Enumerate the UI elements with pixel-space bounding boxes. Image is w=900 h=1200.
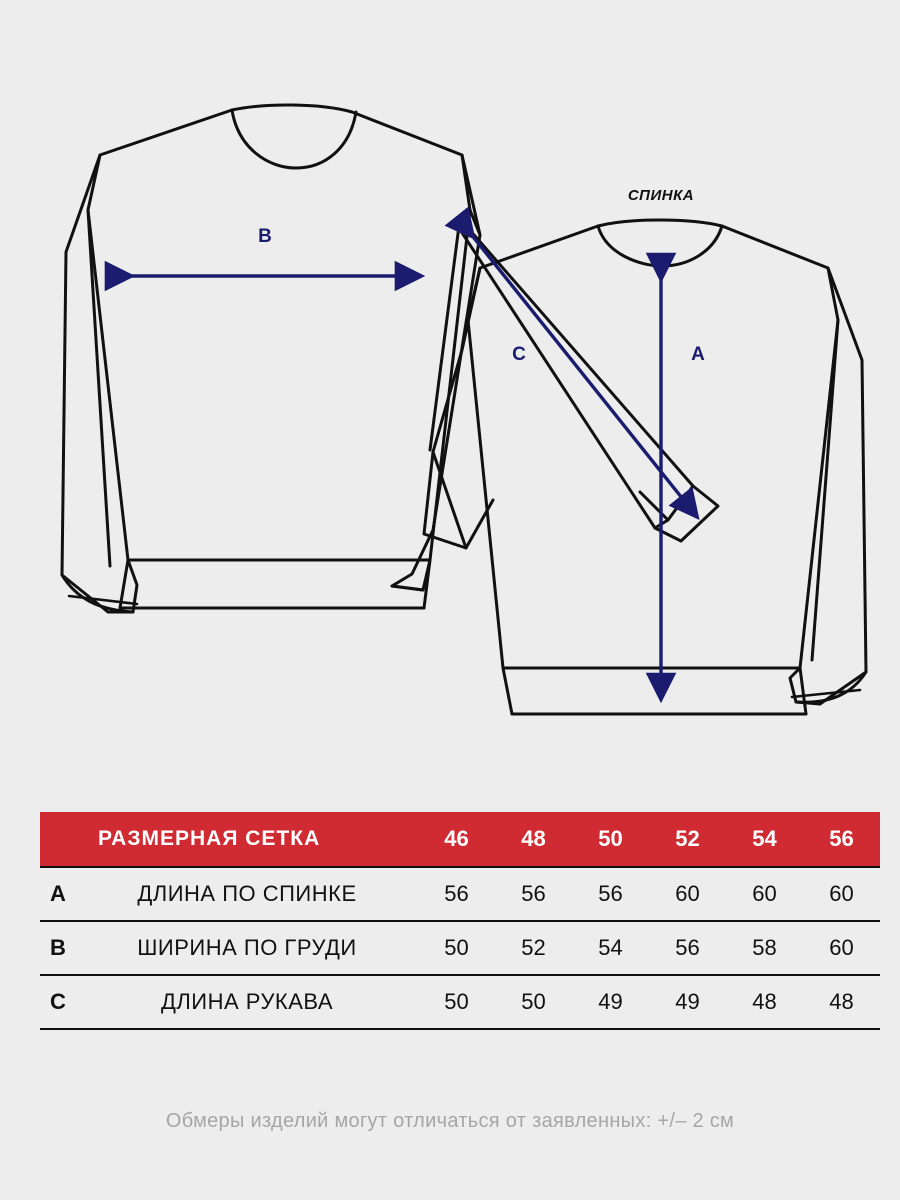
size-table-wrapper [40,812,860,1030]
header-letter-col [40,812,76,867]
back-sweatshirt-illustration [424,218,866,714]
row-b-size-48: 52 [495,921,572,975]
table-header-row [40,812,880,867]
row-name-b: ШИРИНА ПО ГРУДИ [76,921,418,975]
row-name-c: ДЛИНА РУКАВА [76,975,418,1029]
row-c-size-52: 49 [649,975,726,1029]
row-letter-a: A [40,867,76,921]
row-a-size-56: 60 [803,867,880,921]
row-letter-c: C [40,975,76,1029]
header-size-54: 54 [726,812,803,867]
row-letter-b: B [40,921,76,975]
measure-letter-c: C [512,344,526,365]
row-c-size-46: 50 [418,975,495,1029]
measure-arrow-c [466,228,690,508]
table-row [40,921,880,975]
row-b-size-46: 50 [418,921,495,975]
row-c-size-50: 49 [572,975,649,1029]
measure-letter-b: B [258,226,272,247]
row-b-size-52: 56 [649,921,726,975]
row-b-size-50: 54 [572,921,649,975]
row-c-size-54: 48 [726,975,803,1029]
footnote-text: Обмеры изделий могут отличаться от заявленных: +/– 2 см [165,1110,735,1132]
header-size-52: 52 [649,812,726,867]
row-a-size-48: 56 [495,867,572,921]
row-c-size-56: 48 [803,975,880,1029]
row-b-size-56: 60 [803,921,880,975]
size-table-body [40,867,880,1029]
header-size-56: 56 [803,812,880,867]
size-table-head [40,812,880,867]
header-size-50: 50 [572,812,649,867]
row-name-a: ДЛИНА ПО СПИНКЕ [76,867,418,921]
measure-letter-a: A [691,344,705,365]
row-a-size-50: 56 [572,867,649,921]
header-size-48: 48 [495,812,572,867]
back-label: СПИНКА [627,187,695,204]
row-a-size-46: 56 [418,867,495,921]
size-table [40,812,880,1030]
front-sweatshirt-illustration [62,105,480,612]
row-a-size-52: 60 [649,867,726,921]
table-row [40,867,880,921]
header-title: РАЗМЕРНАЯ СЕТКА [76,812,418,867]
header-size-46: 46 [418,812,495,867]
table-row [40,975,880,1029]
row-a-size-54: 60 [726,867,803,921]
row-b-size-54: 58 [726,921,803,975]
row-c-size-48: 50 [495,975,572,1029]
